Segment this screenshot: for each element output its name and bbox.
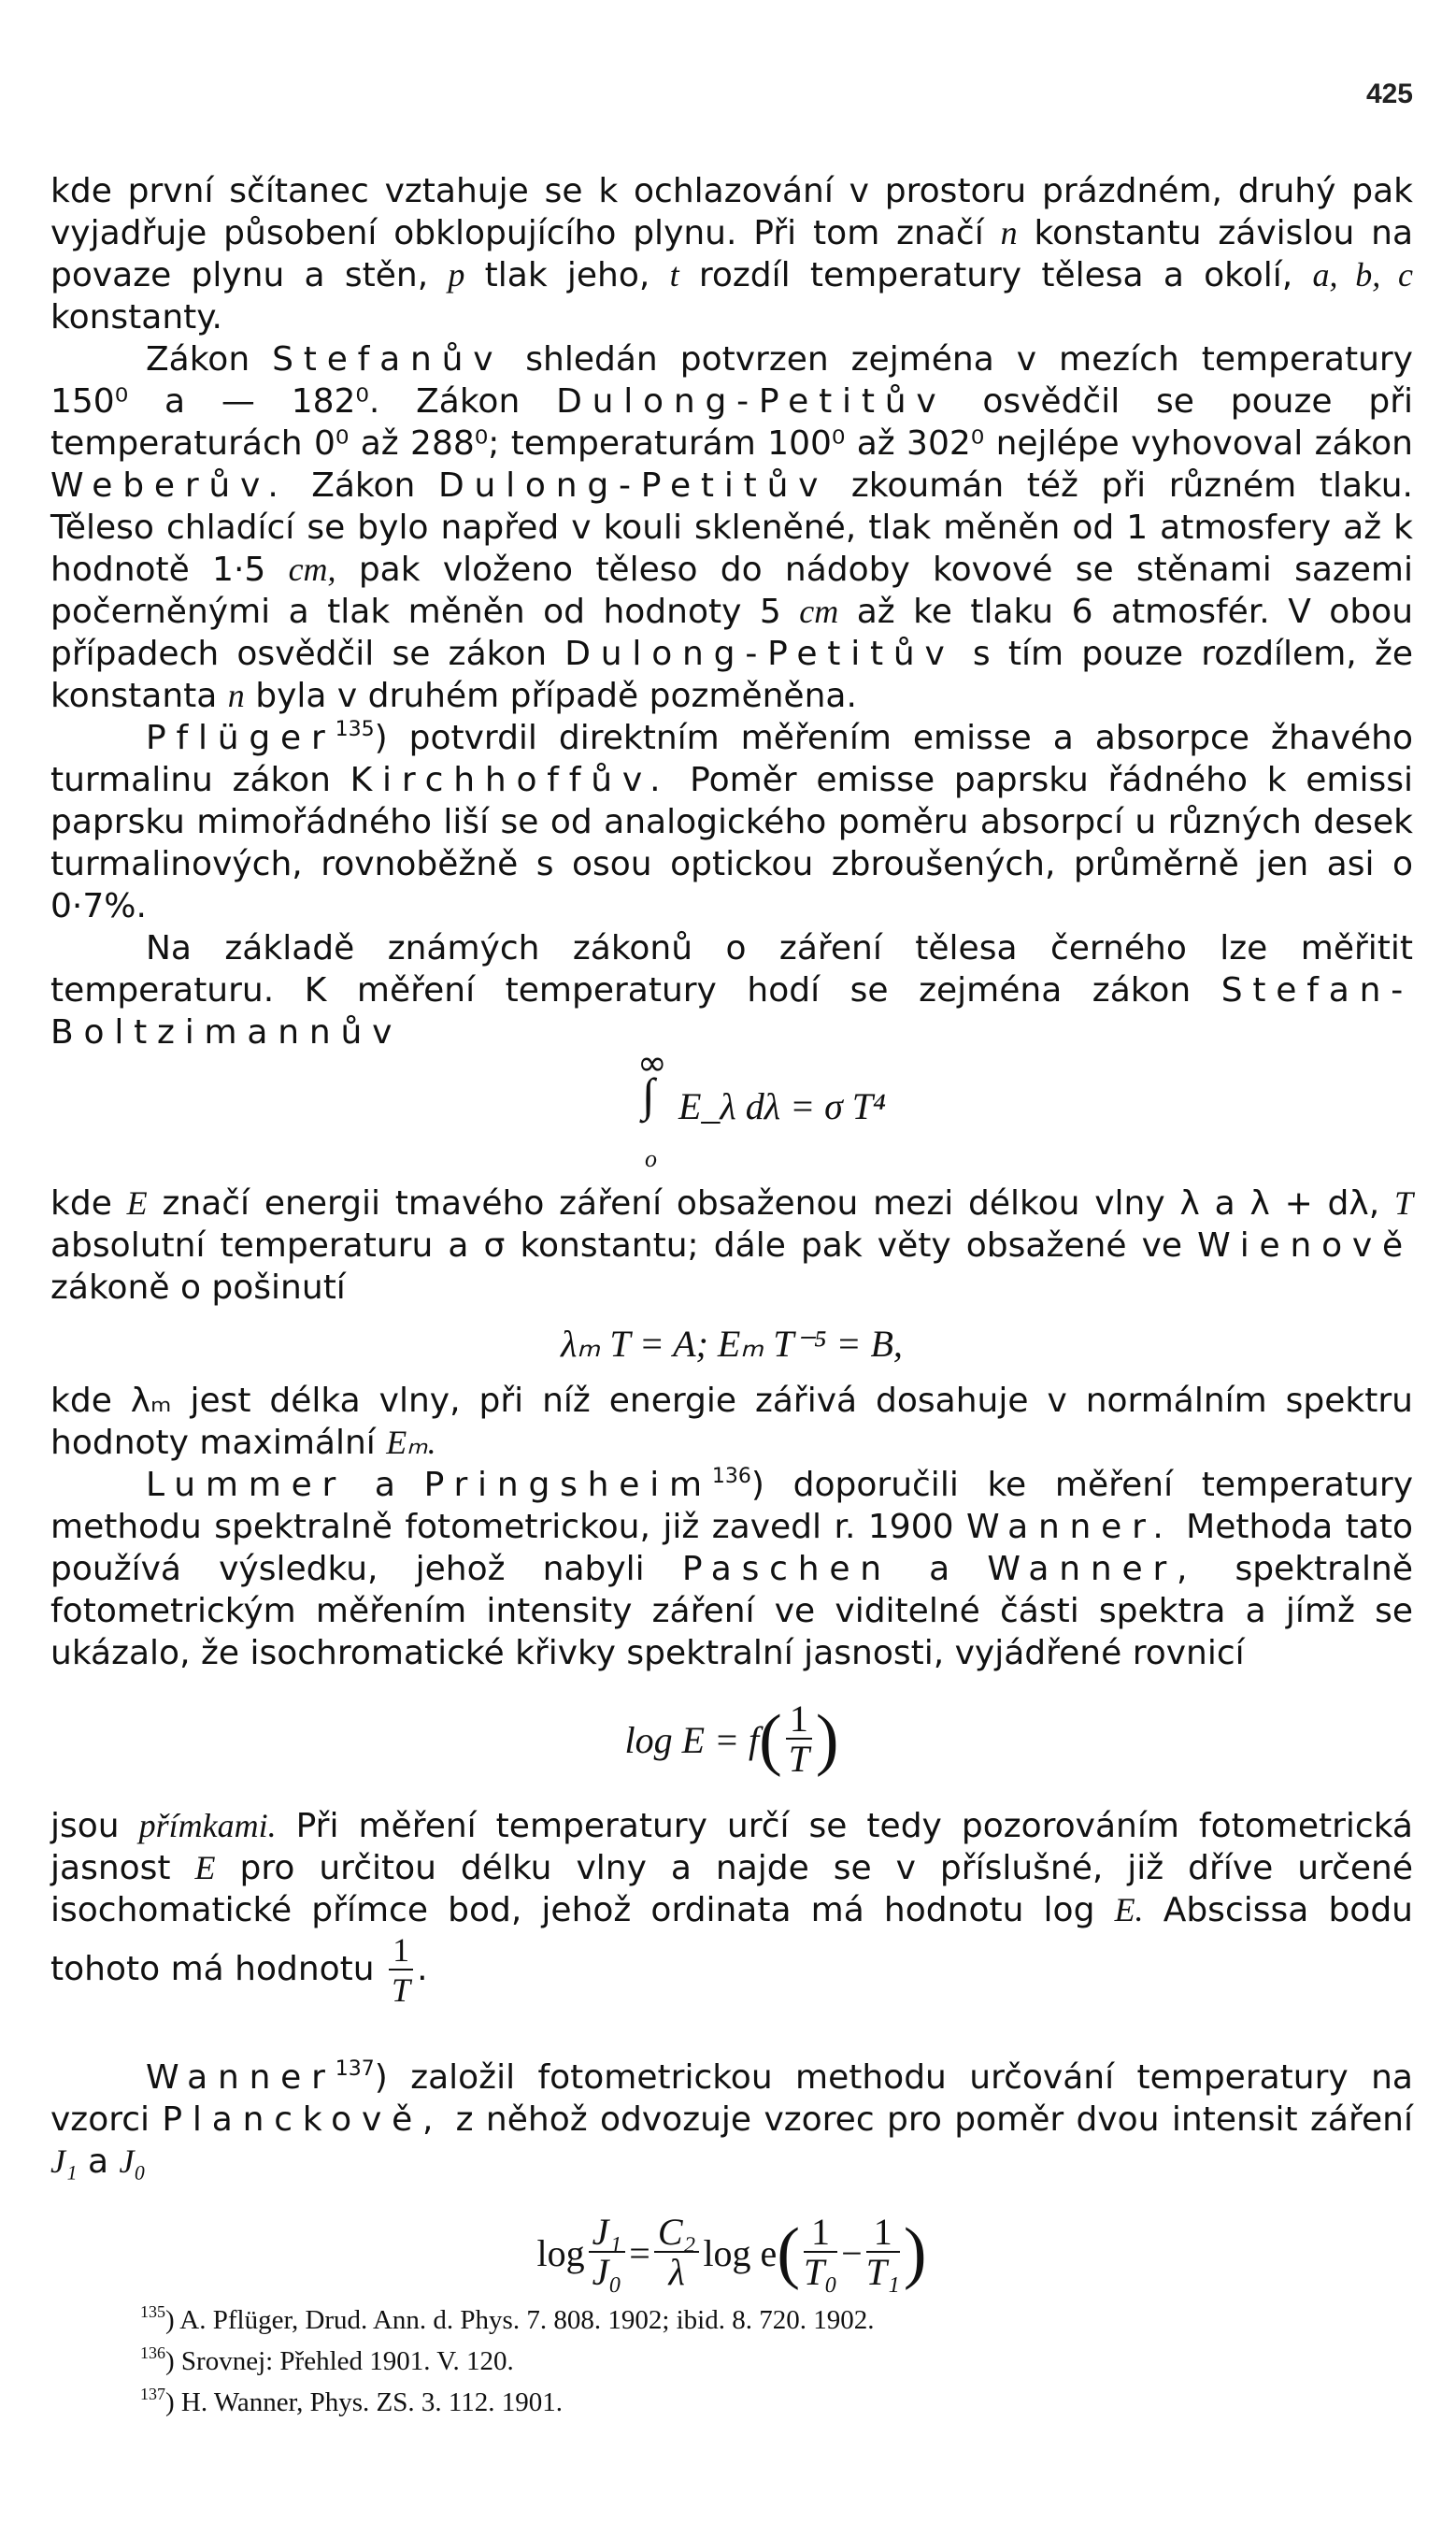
footnote-ref: 136 bbox=[711, 1465, 751, 1488]
integral-upper-limit: ∞ bbox=[637, 1042, 667, 1083]
main-text bbox=[50, 170, 1413, 2323]
paragraph-5: kde E značí energii tmavého záření obsaženou mezi délkou vlny λ a λ + dλ, T absolutní temperaturu a σ konstantu; dále pak věty obsažené ve Wienově zákoně o pošinutí bbox=[50, 1184, 1413, 1307]
paragraph-9: Wanner$^{137}$) založil fotometrickou methodu určování temperatury na vzorci Planckově, z něhož odvozuje vzorec pro poměr dvou intensit záření J₁ a J₀ bbox=[50, 2057, 1413, 2181]
equation-isochromatic bbox=[50, 1674, 1413, 1805]
paragraph-1: kde první sčítanec vztahuje se k ochlazování v prostoru prázdném, druhý pak vyjadřuje působení obklopujícího plynu. Při tom značí n konstantu závislou na povaze plynu a stěn, p tlak jeho, t rozdíl temperatury tělesa a okolí, a, b, c konstanty. bbox=[50, 172, 1414, 337]
fraction-t0: $\frac{1}{\text{T₀}}$ bbox=[803, 2211, 838, 2293]
fraction-constant: $\frac{\text{C₂}}{\lambda}$ bbox=[654, 2214, 700, 2292]
equation-left: log E = f bbox=[624, 1718, 760, 1761]
paragraph-6: kde λₘ jest délka vlny, při níž energie zářivá dosahuje v normálním spektru hodnoty maximální Eₘ. bbox=[50, 1382, 1413, 1462]
spacer bbox=[50, 2010, 1413, 2056]
footnote: $^{136}$) Srovnej: Přehled 1901. V. 120. bbox=[140, 2343, 514, 2376]
right-paren: ) bbox=[903, 2214, 927, 2291]
paragraph-4: Na základě známých zákonů o záření tělesa černého lze měřitit temperaturu. K měření temperatury hodí se zejména zákon Stefan-Boltzimannův bbox=[50, 929, 1413, 1052]
footnote-ref: 135 bbox=[335, 718, 375, 741]
integral-expression: E_λ dλ = σ T⁴ bbox=[678, 1085, 886, 1127]
fraction-intensity: $\frac{\text{J₁}}{\text{J₀}}$ bbox=[589, 2214, 626, 2292]
left-paren: ( bbox=[777, 2214, 800, 2291]
fraction-t1: $\frac{1}{\text{T₁}}$ bbox=[865, 2211, 900, 2293]
paragraph-8: jsou přímkami. Při měření temperatury určí se tedy pozorováním fotometrická jasnost E pro určitou délku vlny a najde se v příslušné, již dříve určené isochomatické přímce bod, jehož ordinata má hodnotu log E. Abscissa bodu tohoto má hodnotu $\frac{1}{T}$ . bbox=[50, 1807, 1413, 2009]
fraction: $\frac{1}{T}$ bbox=[786, 1700, 812, 1779]
equation-wien: λₘ T = A; Eₘ T⁻⁵ = B, bbox=[561, 1323, 903, 1365]
right-paren: ) bbox=[815, 1700, 839, 1778]
equation-stefan-boltzmann bbox=[50, 1042, 1413, 1182]
integral-sign: ∫ bbox=[642, 1068, 655, 1121]
footnote: $^{135}$) A. Pflüger, Drud. Ann. d. Phys. 7. 808. 1902; ibid. 8. 720. 1902. bbox=[140, 2302, 875, 2335]
paragraph-7: Lummer a Pringsheim$^{136}$) doporučili ke měření temperatury methodu spektralně fotometrickou, již zavedl r. 1900 Wanner. Methoda tato používá výsledku, jehož nabyli Paschen a Wanner, spektralně fotometrickým měřením intensity záření ve viditelné části spektra a jímž se ukázalo, že isochromatické křivky spektralní jasnosti, vyjádřené rovnicí bbox=[50, 1465, 1413, 1672]
equation-intensity-ratio: log $\frac{\text{J₁}}{\text{J₀}}$ = $\frac{\text{C₂}}{\lambda}$ log e ( $\frac{1}{\text{T₀}}$ − $\frac{1}{\text{T₁}}$ ) bbox=[536, 2211, 927, 2293]
paragraph-3: Pflüger$^{135}$) potvrdil direktním měřením emisse a absorpce žhavého turmalinu zákon Kirchhoffův. Poměr emisse paprsku řádného k emissi paprsku mimořádného liší se od analogického poměru absorpcí u různých desek turmalinových, rovnoběžně s osou optickou zbroušených, průměrně jen asi o 0·7%. bbox=[50, 718, 1413, 925]
left-paren: ( bbox=[759, 1700, 782, 1778]
inline-fraction: $\frac{1}{T}$ bbox=[389, 1931, 413, 2010]
page-number: 425 bbox=[1365, 79, 1413, 109]
footnote-ref: 137 bbox=[335, 2057, 375, 2081]
paragraph-2: Zákon Stefanův shledán potvrzen zejména v mezích temperatury 150⁰ a — 182⁰. Zákon Dulong-Petitův osvědčil se pouze při temperaturách 0⁰ až 288⁰; temperaturám 100⁰ až 302⁰ nejlépe vyhovoval zákon Weberův. Zákon Dulong-Petitův zkoumán též při různém tlaku. Těleso chladící se bylo napřed v kouli skleněné, tlak měněn od 1 atmosfery až k hodnotě 1·5 cm, pak vloženo těleso do nádoby kovové se stěnami sazemi počerněnými a tlak měněn od hodnoty 5 cm až ke tlaku 6 atmosfér. V obou případech osvědčil se zákon Dulong-Petitův s tím pouze rozdílem, že konstanta n byla v druhém případě pozměněna. bbox=[50, 340, 1414, 715]
footnotes bbox=[140, 2300, 1355, 2423]
footnote: $^{137}$) H. Wanner, Phys. ZS. 3. 112. 1901. bbox=[140, 2385, 564, 2417]
integral-lower-limit: o bbox=[645, 1145, 657, 1172]
